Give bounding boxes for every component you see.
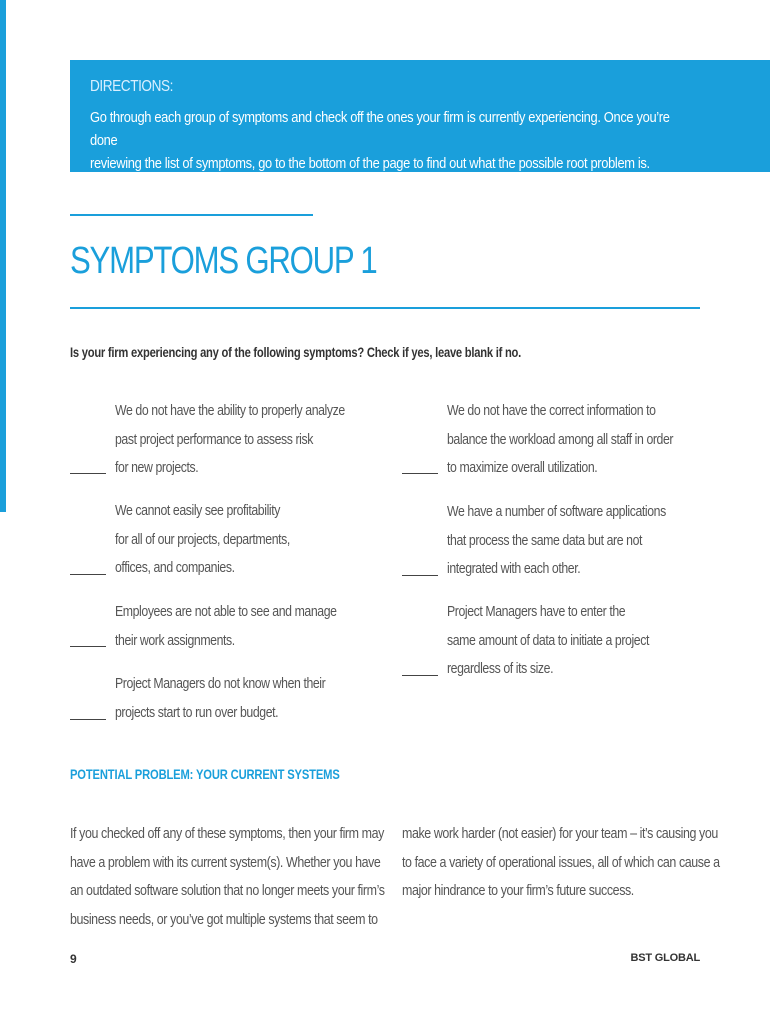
- symptom-text: [115, 670, 325, 727]
- conclusion-paragraph-right: [402, 820, 720, 906]
- title-bottom-rule: [70, 307, 700, 309]
- paragraph-line: make work harder (not easier) for your team – it’s causing you: [402, 825, 718, 842]
- symptom-line: same amount of data to initiate a project: [447, 631, 649, 649]
- title-top-rule: [70, 214, 313, 216]
- page-title: SYMPTOMS GROUP 1: [70, 240, 377, 282]
- symptom-text: [115, 397, 345, 483]
- brand-footer: BST GLOBAL: [630, 952, 700, 964]
- symptom-line: for all of our projects, departments,: [115, 530, 290, 548]
- paragraph-line: an outdated software solution that no longer meets your firm’s: [70, 882, 385, 899]
- symptom-line: for new projects.: [115, 459, 199, 476]
- symptom-line: We do not have the correct information to: [447, 402, 656, 419]
- checkbox-blank[interactable]: [402, 675, 438, 676]
- checkbox-blank[interactable]: [70, 719, 106, 720]
- left-accent-bar: [0, 0, 6, 512]
- paragraph-line: to face a variety of operational issues, all of which can cause a: [402, 853, 720, 871]
- symptom-line: Project Managers do not know when their: [115, 675, 326, 692]
- directions-box: [70, 60, 770, 172]
- symptom-line: regardless of its size.: [447, 660, 554, 677]
- symptom-text: [115, 598, 337, 655]
- symptom-text: [447, 598, 649, 684]
- potential-problem-heading: POTENTIAL PROBLEM: YOUR CURRENT SYSTEMS: [70, 766, 340, 782]
- checkbox-blank[interactable]: [70, 473, 106, 474]
- conclusion-paragraph-left: [70, 820, 385, 934]
- paragraph-line: If you checked off any of these symptoms, then your firm may: [70, 825, 384, 842]
- symptom-line: to maximize overall utilization.: [447, 459, 598, 476]
- symptom-line: projects start to run over budget.: [115, 703, 279, 721]
- symptom-text: [447, 498, 666, 584]
- symptom-line: We cannot easily see profitability: [115, 502, 280, 519]
- symptom-text: [115, 497, 290, 583]
- symptom-line: Employees are not able to see and manage: [115, 603, 337, 620]
- symptom-line: balance the workload among all staff in order: [447, 430, 674, 448]
- symptom-line: integrated with each other.: [447, 560, 581, 577]
- paragraph-line: have a problem with its current system(s). Whether you have: [70, 853, 381, 871]
- symptom-text: [447, 397, 673, 483]
- paragraph-line: business needs, or you’ve got multiple systems that seem to: [70, 910, 378, 928]
- checkbox-blank[interactable]: [402, 473, 438, 474]
- symptom-line: We have a number of software applications: [447, 503, 666, 520]
- symptom-line: their work assignments.: [115, 631, 235, 649]
- symptoms-question: Is your firm experiencing any of the following symptoms? Check if yes, leave blank if no.: [70, 344, 522, 360]
- symptom-line: past project performance to assess risk: [115, 430, 313, 448]
- directions-line: Go through each group of symptoms and check off the ones your firm is currently experiencing. Once you’re done: [90, 109, 670, 149]
- checkbox-blank[interactable]: [70, 646, 106, 647]
- directions-text: [90, 106, 683, 175]
- paragraph-line: major hindrance to your firm’s future success.: [402, 882, 634, 899]
- symptom-line: Project Managers have to enter the: [447, 603, 626, 620]
- directions-line: reviewing the list of symptoms, go to the bottom of the page to find out what the possible root problem is.: [90, 155, 650, 172]
- symptom-line: that process the same data but are not: [447, 531, 643, 549]
- symptom-line: We do not have the ability to properly analyze: [115, 402, 345, 419]
- checkbox-blank[interactable]: [402, 575, 438, 576]
- directions-heading: DIRECTIONS:: [90, 78, 173, 95]
- checkbox-blank[interactable]: [70, 574, 106, 575]
- symptom-line: offices, and companies.: [115, 559, 235, 576]
- page-number: 9: [70, 952, 77, 966]
